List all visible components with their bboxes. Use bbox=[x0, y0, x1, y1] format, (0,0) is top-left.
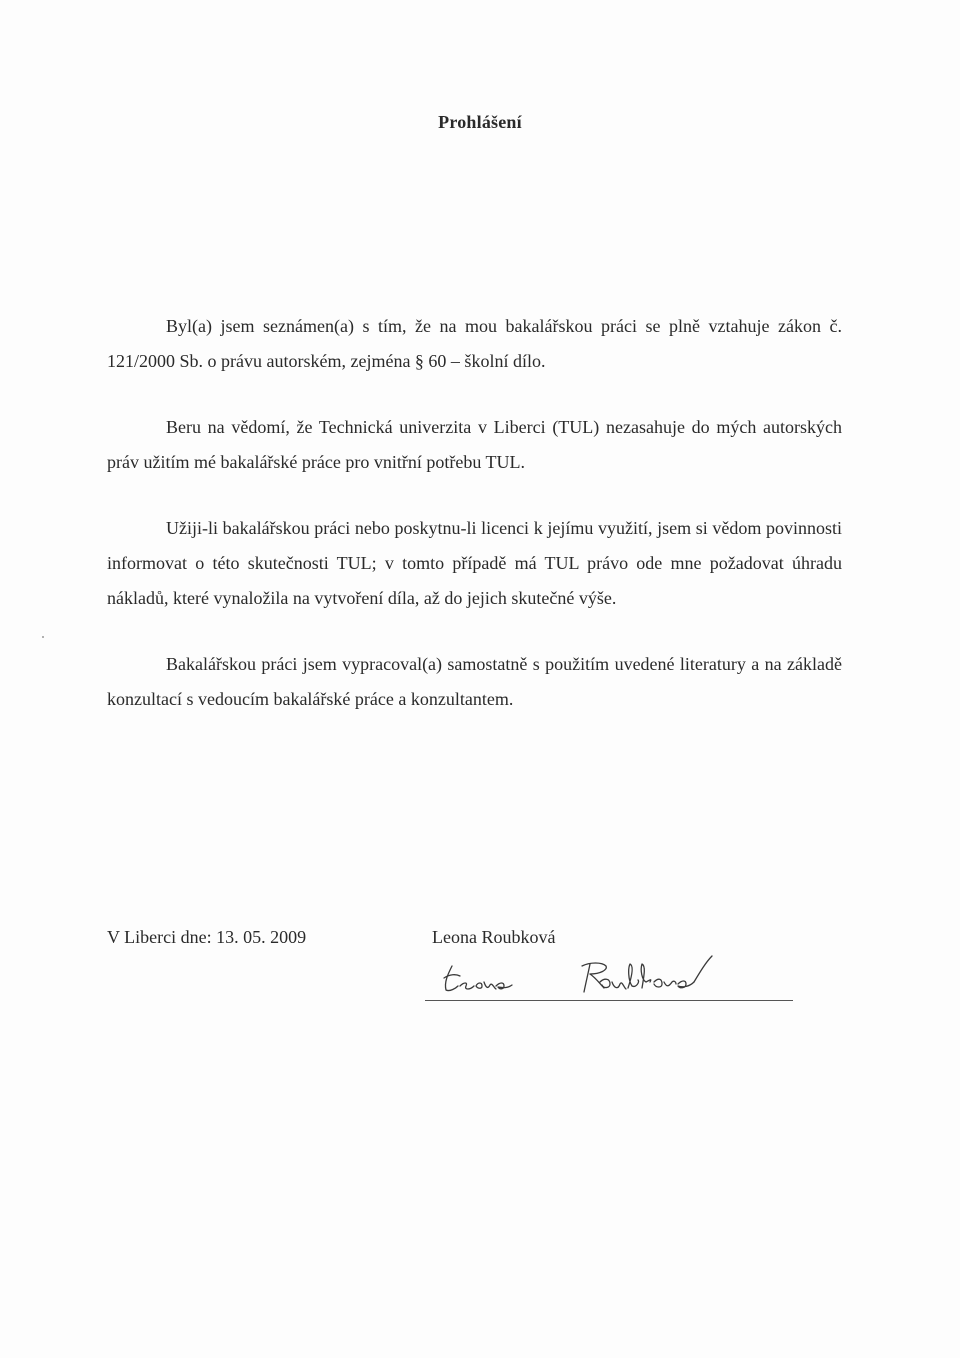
paragraph-copyright-law: Byl(a) jsem seznámen(a) s tím, že na mou bakalářskou práci se plně vztahuje zákon č. 121/2000 Sb. o právu autorském, zejména § 60 – školní dílo. bbox=[107, 316, 842, 371]
signature-line bbox=[425, 1000, 793, 1001]
page-title: Prohlášení bbox=[438, 112, 522, 132]
paragraph-licence-obligation: Užiji-li bakalářskou práci nebo poskytnu-li licenci k jejímu využití, jsem si vědom povinnosti informovat o této skutečnosti TUL; v tomto případě má TUL právo ode mne požadovat úhradu nákladů, které vynaložila na vytvoření díla, až do jejich skutečné výše. bbox=[107, 518, 842, 608]
paragraph-tul-use: Beru na vědomí, že Technická univerzita v Liberci (TUL) nezasahuje do mých autorských práv užitím mé bakalářské práce pro vnitřní potřebu TUL. bbox=[107, 417, 842, 472]
handwritten-signature bbox=[430, 952, 730, 998]
paragraph-independent-work: Bakalářskou práci jsem vypracoval(a) samostatně s použitím uvedené literatury a na základě konzultací s vedoucím bakalářské práce a konzultantem. bbox=[107, 654, 842, 709]
paper-speck bbox=[42, 636, 44, 638]
place-and-date: V Liberci dne: 13. 05. 2009 bbox=[107, 927, 307, 947]
author-name: Leona Roubková bbox=[432, 927, 556, 947]
